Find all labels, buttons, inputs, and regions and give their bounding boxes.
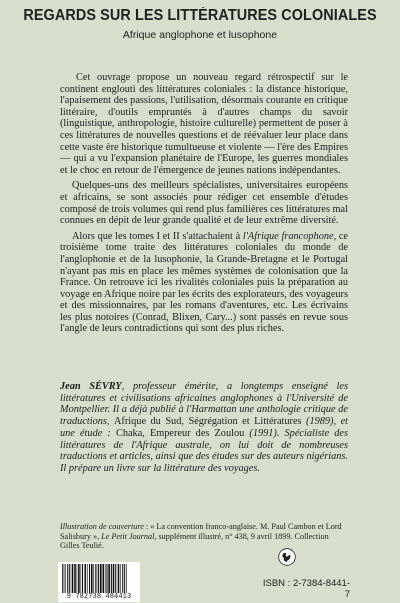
cover-illustration-credit (60, 522, 348, 551)
barcode-bar (105, 564, 106, 593)
barcode-bar (89, 564, 90, 593)
barcode-bar (85, 564, 87, 593)
back-cover-summary (60, 72, 348, 339)
barcode-bar (82, 564, 83, 593)
barcode-bar (91, 564, 93, 593)
credit-label: Illustration de couverture (60, 522, 144, 531)
barcode-bar (87, 564, 88, 593)
barcode-bar (113, 564, 115, 593)
barcode-bar (103, 564, 105, 593)
barcode-bar (74, 564, 76, 593)
bio-book-title-1: Afrique du Sud, Ségrégation et Littératures (114, 416, 302, 428)
barcode-number: 9 782738 484413 (58, 593, 140, 602)
barcode-bar (69, 564, 70, 593)
credit-text-a: : « La convention franco-anglaise. M. Paul Cambon et Lord Salisbury », (60, 522, 342, 541)
barcode-bar (98, 564, 99, 593)
barcode-bar (77, 564, 78, 593)
barcode-bar (111, 564, 112, 593)
bio-part-1: , professeur émérite, a longtemps enseigné les littératures et civilisations africaines anglophones à l'Université de Montpellier. Il a déjà publié à l'Harmattan une anthologie critique de traductions, (60, 381, 348, 428)
book-title: REGARDS SUR LES LITTÉRATURES COLONIALES (23, 7, 377, 24)
barcode-bar (122, 564, 123, 593)
summary-paragraph-3-start: Alors que les tomes I et II s'attachaient à (72, 230, 243, 242)
barcode-bar (67, 564, 68, 593)
author-biography-paragraph (60, 381, 348, 475)
credit-journal: Le Petit Journal (101, 531, 155, 541)
barcode-bar (120, 564, 121, 593)
credit-text-b: , supplément illustré, n° 438, 9 avril 1899. Collection Gilles Teulié. (60, 531, 329, 551)
barcode-bar (118, 564, 120, 593)
barcode-bar (115, 564, 116, 593)
barcode-bar (106, 564, 107, 593)
book-subtitle: Afrique anglophone et lusophone (122, 29, 278, 41)
bio-book-title-2: Chaka, Empereur des Zoulou (115, 427, 245, 439)
barcode-bar (108, 564, 110, 593)
barcode-bar (65, 564, 66, 593)
barcode-bar (93, 564, 94, 593)
isbn-number: ISBN : 2-7384-8441-7 (262, 578, 350, 600)
barcode-bar (72, 564, 74, 593)
publisher-logo-icon (278, 548, 296, 566)
barcode-bar (100, 564, 102, 593)
author-name: Jean SÉVRY (60, 381, 122, 392)
author-biography (60, 381, 348, 475)
bio-part-2: (1989), et une étude : (60, 416, 349, 439)
barcode-bar (78, 564, 80, 593)
bio-part-3: (1991). Spécialiste des littératures de l'Afrique australe, on lui doit de nombreuses traductions et articles, ainsi que des études sur des auteurs nigérians. Il prépare un livre sur la littérature des voyages. (60, 427, 348, 474)
summary-paragraph-3-italic: l'Afrique francophone (242, 230, 334, 242)
summary-paragraph-3-end: , ce troisième tome traite des littératures coloniales du monde de l'anglophonie et de la lusophonie, la Grande-Bretagne et le Portugal n'ayant pas mis en place les mêmes systèmes de colonisation que la France. On retrouve ici les rivalités coloniales puis la préparation au voyage en Afrique noire par les écrits des explorateurs, des voyageurs et des missionnaires, par les romans d'aventures, etc. Les écrivains les plus notoires (Conrad, Blixen, Cary...) sont passés en revue sous l'angle de leurs contradictions qui sont des plus riches. (60, 230, 348, 335)
summary-paragraph-2: Quelques-uns des meilleurs spécialistes, universitaires européens et africains, se sont associés pour rédiger cet ensemble d'études composé de trois volumes qui rend plus familières ces littératures mal connues en dépit de leur grande qualité et de leur extrême diversité. (60, 180, 348, 227)
summary-paragraph-3 (60, 231, 348, 335)
summary-paragraph-1: Cet ouvrage propose un nouveau regard rétrospectif sur le continent englouti des littératures coloniales : la distance historique, l'apaisement des passions, l'utilisation, désormais courante en critique littéraire, d'outils empruntés à d'autres champs du savoir (linguistique, anthropologie, histoire culturelle) permettent de poser à ces littératures de nouvelles questions et de réévaluer leur place dans cette vaste ère historique tumultueuse et violente — l'ère des Empires — qui a vu l'expansion planétaire de l'Europe, les guerres mondiales et le choc en retour de l'émergence de jeunes nations indépendantes. (60, 72, 348, 176)
barcode-bar (81, 564, 82, 593)
